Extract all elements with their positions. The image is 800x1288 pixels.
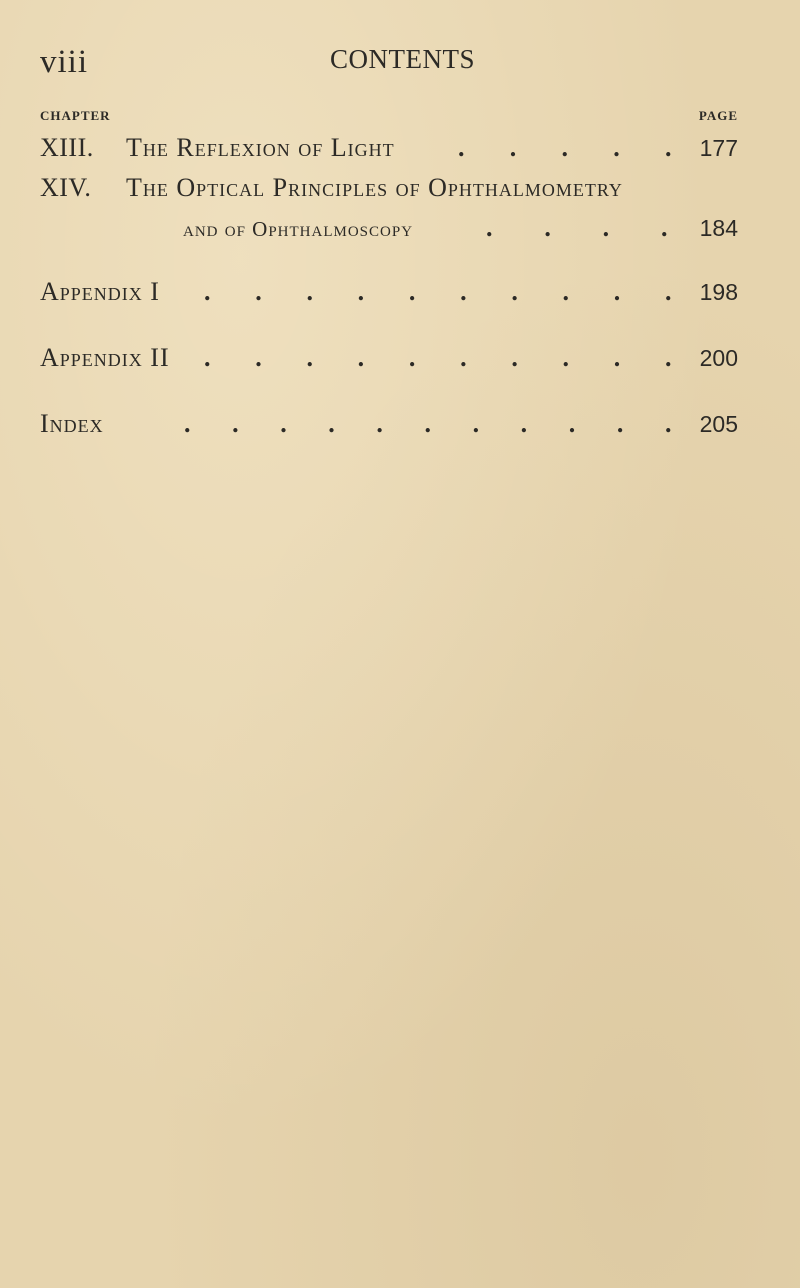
dot-leader: . . . . . . . . . . bbox=[204, 343, 672, 372]
dot-leader: . . . . . . . . . . bbox=[204, 277, 672, 306]
page-number: 200 bbox=[699, 345, 738, 371]
dot-leader: . . . . . . . . . . . bbox=[184, 409, 672, 438]
toc-entry-index[interactable] bbox=[40, 408, 738, 440]
toc-entry-xiii[interactable] bbox=[40, 132, 738, 164]
dot-leader: . . . . . bbox=[458, 133, 672, 162]
chapter-number: XIV. bbox=[40, 173, 92, 202]
chapter-column-label: CHAPTER bbox=[40, 108, 111, 123]
page-number: 184 bbox=[699, 215, 738, 241]
page-number: 205 bbox=[699, 411, 738, 437]
entry-title: Appendix II bbox=[40, 343, 170, 372]
page-number: 177 bbox=[699, 135, 738, 161]
dot-leader: . . . . bbox=[486, 213, 668, 242]
page-number: 198 bbox=[699, 279, 738, 305]
toc-entry-appendix-i[interactable] bbox=[40, 276, 738, 308]
toc-entry-xiv[interactable] bbox=[40, 172, 738, 204]
toc-entry-xiv-continuation[interactable] bbox=[40, 212, 738, 245]
entry-title: Index bbox=[40, 409, 104, 438]
entry-title: Appendix I bbox=[40, 277, 160, 306]
page-column-label: PAGE bbox=[698, 108, 738, 123]
running-head: CONTENTS bbox=[330, 44, 475, 74]
chapter-title: The Optical Principles of Ophthalmometry bbox=[126, 173, 623, 202]
toc-entry-appendix-ii[interactable] bbox=[40, 342, 738, 374]
chapter-number: XIII. bbox=[40, 133, 94, 162]
chapter-title: The Reflexion of Light bbox=[126, 133, 395, 162]
page-folio: viii bbox=[40, 44, 89, 80]
chapter-title-continuation: and of Ophthalmoscopy bbox=[183, 217, 414, 241]
